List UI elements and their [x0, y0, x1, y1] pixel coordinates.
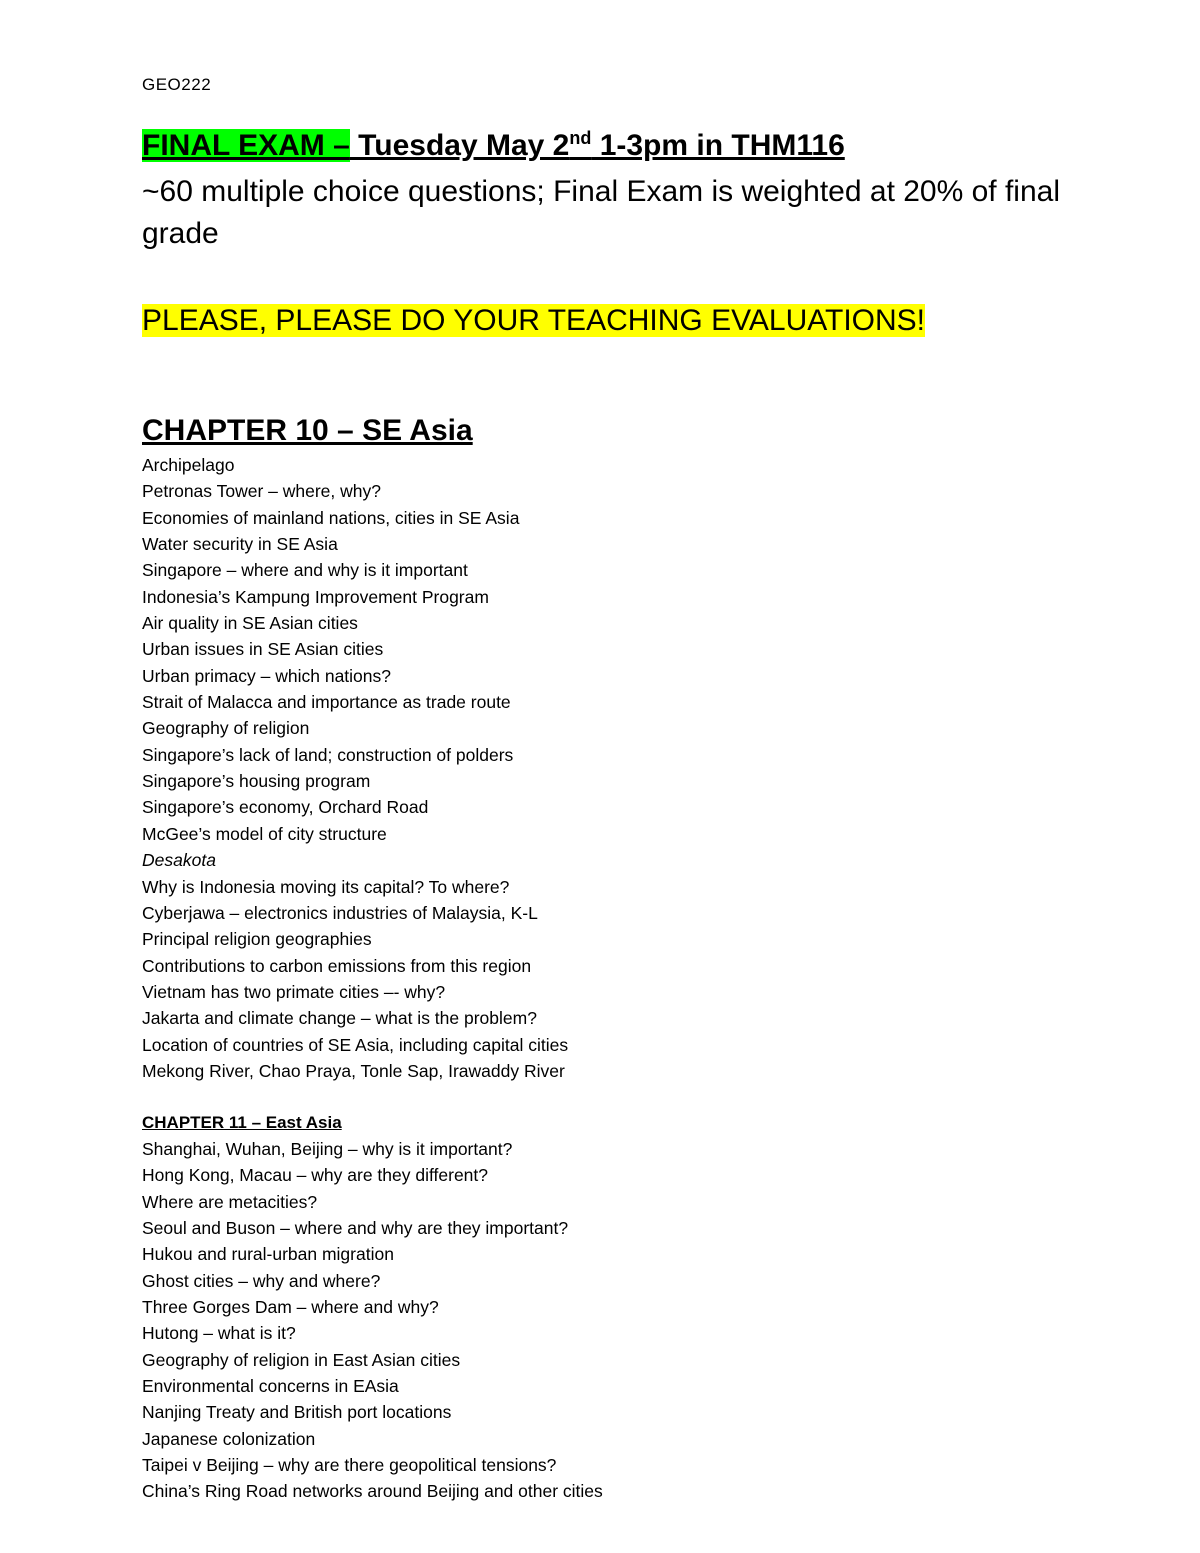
topic-item: Economies of mainland nations, cities in SE Asia	[142, 507, 520, 528]
topic-item: Singapore’s lack of land; construction of polders	[142, 744, 514, 765]
topic-item: Hutong – what is it?	[142, 1323, 296, 1344]
final-exam-date-ordinal: nd	[569, 128, 592, 148]
course-code: GEO222	[142, 75, 212, 94]
topic-item: Singapore’s economy, Orchard Road	[142, 797, 429, 818]
topic-item: Cyberjawa – electronics industries of Malaysia, K-L	[142, 902, 538, 923]
topic-item: Where are metacities?	[142, 1191, 318, 1212]
final-exam-details: ~60 multiple choice questions; Final Exam is weighted at 20% of final grade	[142, 175, 1061, 250]
topic-item: Petronas Tower – where, why?	[142, 481, 381, 502]
topic-item: Indonesia’s Kampung Improvement Program	[142, 586, 489, 607]
topic-item: Air quality in SE Asian cities	[142, 613, 358, 634]
topic-item: Why is Indonesia moving its capital? To where?	[142, 876, 510, 897]
topic-item: Strait of Malacca and importance as trade route	[142, 692, 511, 713]
topic-item: Nanjing Treaty and British port locations	[142, 1402, 452, 1423]
chapter-11-heading: CHAPTER 11 – East Asia	[142, 1113, 342, 1132]
final-exam-label: FINAL EXAM –	[142, 129, 350, 162]
final-exam-date-prefix: Tuesday May 2	[349, 129, 570, 162]
topic-item: Mekong River, Chao Praya, Tonle Sap, Irawaddy River	[142, 1060, 565, 1081]
chapter-11-topic-list	[142, 1136, 603, 1505]
teaching-evaluations-text: PLEASE, PLEASE DO YOUR TEACHING EVALUATIONS!	[142, 304, 926, 337]
topic-item: Urban primacy – which nations?	[142, 665, 392, 686]
topic-item: Hong Kong, Macau – why are they different?	[142, 1165, 489, 1186]
topic-item: McGee’s model of city structure	[142, 823, 387, 844]
topic-item: Contributions to carbon emissions from this region	[142, 955, 532, 976]
topic-item: Environmental concerns in EAsia	[142, 1376, 399, 1397]
topic-item: Japanese colonization	[142, 1428, 316, 1449]
topic-item: Singapore’s housing program	[142, 771, 371, 792]
topic-item: Hukou and rural-urban migration	[142, 1244, 394, 1265]
topic-item: Three Gorges Dam – where and why?	[142, 1297, 439, 1318]
topic-item: Water security in SE Asia	[142, 534, 338, 555]
topic-item: Singapore – where and why is it important	[142, 560, 468, 581]
topic-item: Jakarta and climate change – what is the problem?	[142, 1008, 537, 1029]
final-exam-date-suffix: 1-3pm in THM116	[591, 129, 845, 162]
topic-item: Shanghai, Wuhan, Beijing – why is it important?	[142, 1139, 513, 1159]
topic-item: Desakota	[142, 850, 216, 871]
topic-item: Principal religion geographies	[142, 929, 372, 950]
topic-item: Vietnam has two primate cities –- why?	[142, 981, 446, 1002]
topic-item: Seoul and Buson – where and why are they important?	[142, 1218, 569, 1239]
topic-item: Urban issues in SE Asian cities	[142, 639, 384, 660]
topic-item: China’s Ring Road networks around Beijing and other cities	[142, 1481, 603, 1502]
topic-item: Geography of religion in East Asian cities	[142, 1349, 461, 1370]
chapter-10-topic-list	[142, 452, 568, 1084]
topic-item: Archipelago	[142, 455, 235, 475]
topic-item: Location of countries of SE Asia, including capital cities	[142, 1034, 569, 1055]
topic-item: Ghost cities – why and where?	[142, 1270, 381, 1291]
final-exam-heading	[142, 126, 845, 166]
topic-item: Taipei v Beijing – why are there geopolitical tensions?	[142, 1455, 557, 1476]
chapter-10-heading: CHAPTER 10 – SE Asia	[142, 414, 473, 447]
topic-item: Geography of religion	[142, 718, 310, 739]
teaching-evaluations-notice	[142, 301, 925, 341]
